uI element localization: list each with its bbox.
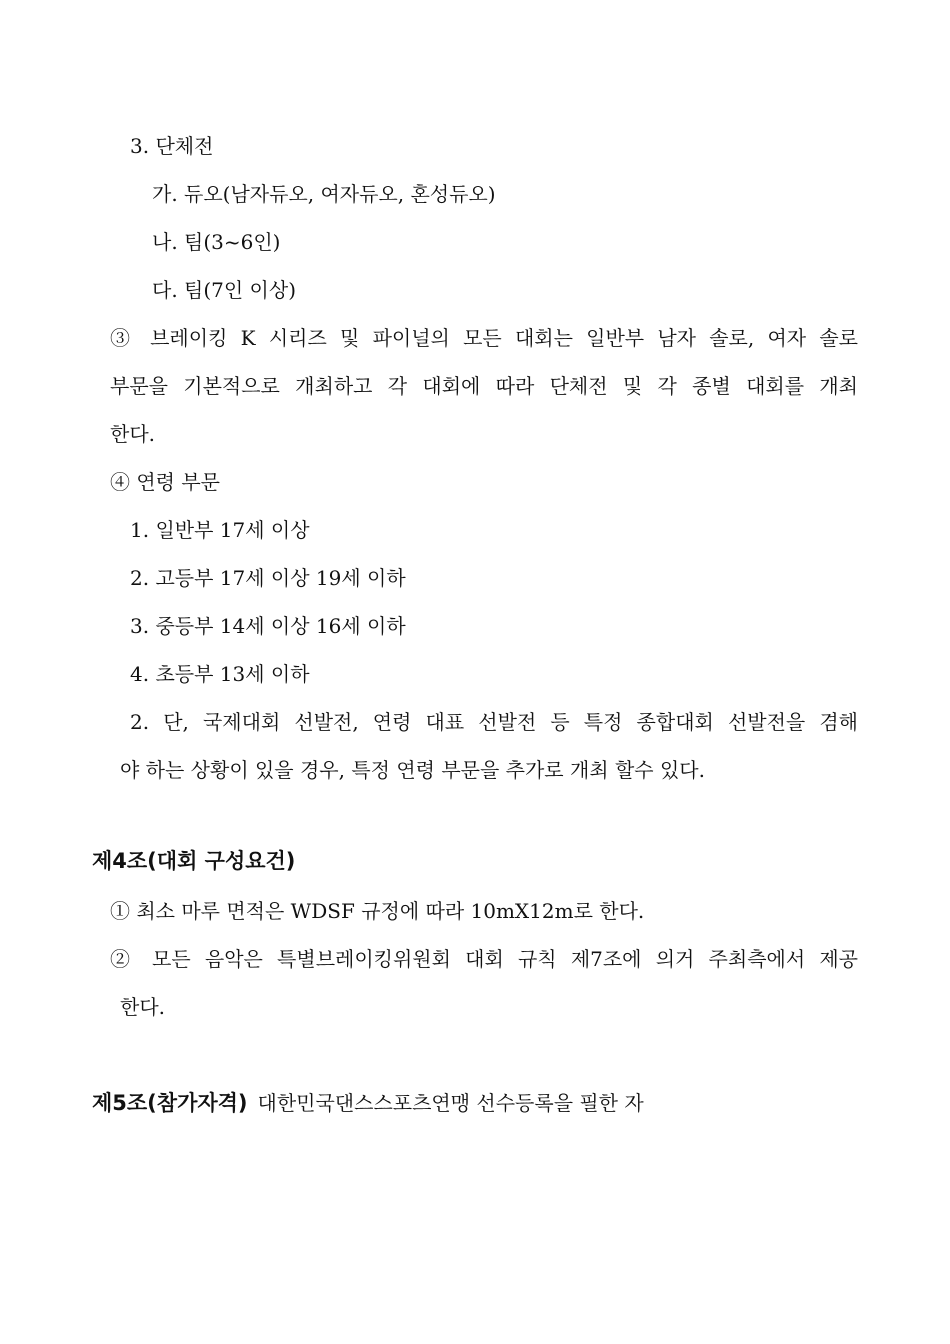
group-item-team-small: 나. 팀(3~6인) bbox=[152, 230, 281, 254]
article-5-heading-row bbox=[92, 1088, 644, 1118]
paragraph-4-title: ④ 연령 부문 bbox=[110, 470, 220, 494]
paragraph-3-line-1: ③ 브레이킹 K 시리즈 및 파이널의 모든 대회는 일반부 남자 솔로, 여자 솔로 bbox=[110, 326, 858, 350]
group-item-duo: 가. 듀오(남자듀오, 여자듀오, 혼성듀오) bbox=[152, 182, 496, 206]
age-item-elementary: 4. 초등부 13세 이하 bbox=[130, 662, 310, 686]
note-line-2: 야 하는 상황이 있을 경우, 특정 연령 부문을 추가로 개최 할수 있다. bbox=[120, 758, 705, 782]
age-item-general: 1. 일반부 17세 이상 bbox=[130, 518, 310, 542]
article-4-paragraph-2-line-2: 한다. bbox=[120, 995, 165, 1019]
paragraph-3-line-2: 부문을 기본적으로 개최하고 각 대회에 따라 단체전 및 각 종별 대회를 개최 bbox=[110, 374, 858, 398]
group-item-team-large: 다. 팀(7인 이상) bbox=[152, 278, 297, 302]
paragraph-3-line-3: 한다. bbox=[110, 422, 155, 446]
note-line-1: 2. 단, 국제대회 선발전, 연령 대표 선발전 등 특정 종합대회 선발전을 겸해 bbox=[130, 710, 858, 734]
article-5-heading: 제5조(참가자격) bbox=[92, 1091, 248, 1115]
article-4-heading: 제4조(대회 구성요건) bbox=[92, 849, 296, 873]
age-item-middle-school: 3. 중등부 14세 이상 16세 이하 bbox=[130, 614, 406, 638]
age-item-high-school: 2. 고등부 17세 이상 19세 이하 bbox=[130, 566, 406, 590]
article-5-text: 대한민국댄스스포츠연맹 선수등록을 필한 자 bbox=[257, 1091, 644, 1115]
article-4-paragraph-1: ① 최소 마루 면적은 WDSF 규정에 따라 10mX12m로 한다. bbox=[110, 899, 645, 923]
group-competition-title: 3. 단체전 bbox=[130, 134, 214, 158]
article-4-paragraph-2-line-1: ② 모든 음악은 특별브레이킹위원회 대회 규칙 제7조에 의거 주최측에서 제공 bbox=[110, 947, 858, 971]
